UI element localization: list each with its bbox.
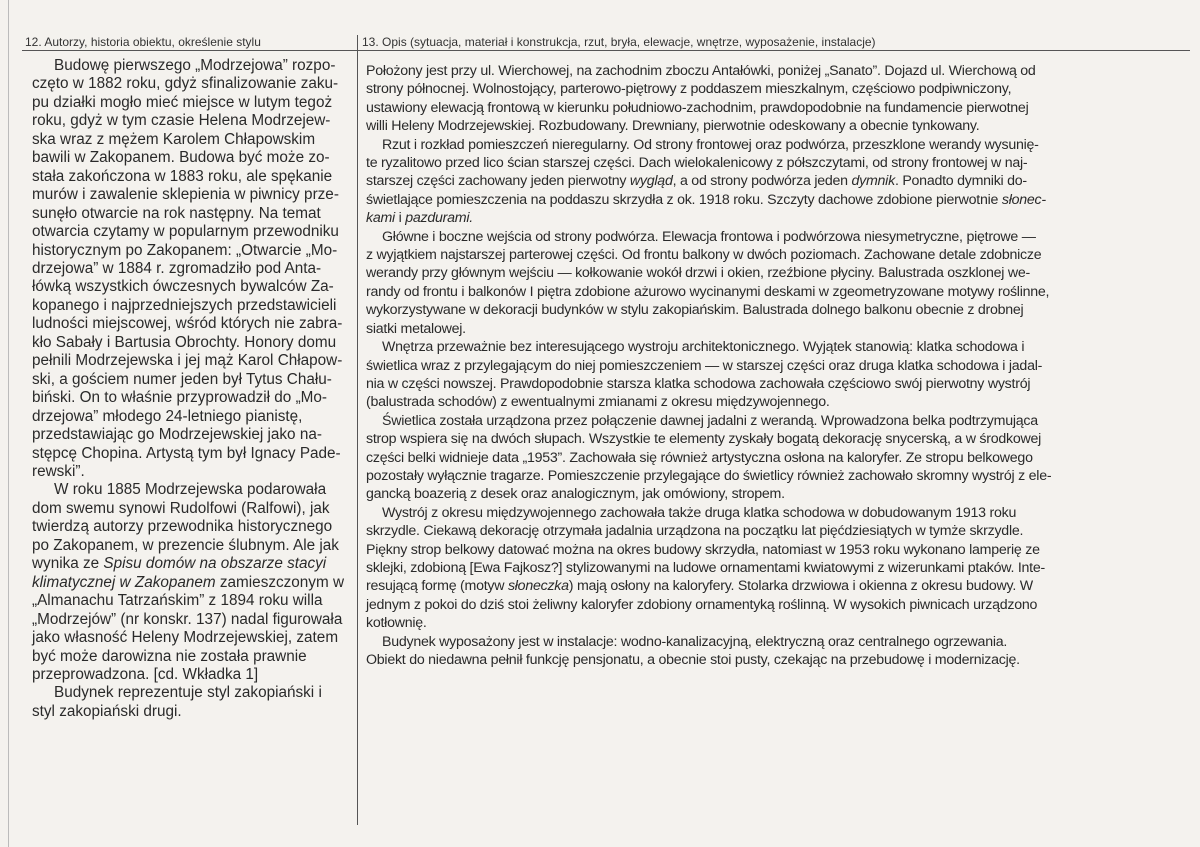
text-segment: biński. On to właśnie przyprowadził do „Mo- <box>32 389 328 407</box>
text-line <box>32 666 350 684</box>
text-segment: twierdzą autorzy przewodnika historycznego <box>32 518 333 536</box>
text-line <box>366 485 1194 503</box>
section-12-heading: 12. Autorzy, historia obiektu, określenie stylu <box>25 35 261 49</box>
text-line <box>366 154 1194 172</box>
text-line <box>32 315 350 333</box>
section-13-heading: 13. Opis (sytuacja, materiał i konstrukcja, rzut, bryła, elewacje, wnętrze, wyposażenie, instalacje) <box>362 35 876 49</box>
text-line <box>366 99 1194 117</box>
text-line <box>32 592 350 610</box>
text-line <box>32 463 350 481</box>
text-segment: Piękny strop belkowy datować można na okres budowy skrzydła, natomiast w 1953 roku wykonano lamperię ze <box>366 541 1040 558</box>
text-line <box>366 246 1194 264</box>
text-segment: z wyjątkiem najstarszej parterowej części. Od frontu balkony w dwóch poziomach. Zachowane detale zdobnicze <box>366 247 1042 264</box>
text-segment: drzejowa” w 1884 r. zgromadziło pod Anta- <box>32 259 322 277</box>
text-segment: Obiekt do niedawna pełnił funkcję pensjonatu, a obecnie stoi pusty, czekając na przebudowę i modernizację. <box>366 652 1020 668</box>
text-line <box>32 131 350 149</box>
text-line <box>366 541 1194 559</box>
text-segment: zamieszczonym w <box>215 573 344 591</box>
text-line <box>32 611 350 629</box>
text-segment: siatki metalowej. <box>366 320 466 337</box>
text-segment: Wystrój z okresu międzywojennego zachowała także druga klatka schodowa w dobudowanym 1913 roku <box>382 504 1017 521</box>
text-line <box>32 537 350 555</box>
text-segment: Budowę pierwszego „Modrzejowa” rozpo- <box>54 57 336 74</box>
text-segment: Budynek reprezentuje styl zakopiański i <box>54 684 322 702</box>
text-line <box>366 264 1194 282</box>
text-line <box>32 112 350 130</box>
text-line <box>366 596 1194 614</box>
text-line <box>32 205 350 223</box>
text-segment: werandy przy głównym wejściu — kołkowanie wokół drzwi i okien, rzeźbione płyciny. Balustrada oszklonej we- <box>366 265 1030 282</box>
text-segment: skrzydle. Ciekawą dekorację otrzymała jadalnia urządzona na początku lat pięćdziesiątych w tymże skrzydle. <box>366 523 1024 540</box>
italic-text-segment: klimatycznej w Zakopanem <box>32 573 216 591</box>
text-segment: te ryzalitowo przed lico ścian starszej części. Dach wielokalenicowy z półszczytami, od strony frontowej w naj- <box>366 155 1028 172</box>
text-line <box>366 301 1194 319</box>
text-line <box>366 283 1194 301</box>
text-segment: wynika ze <box>32 555 104 573</box>
text-line <box>366 651 1194 669</box>
text-segment: przeprowadzona. [cd. Wkładka 1] <box>32 665 259 683</box>
text-line <box>32 260 350 278</box>
text-line <box>366 449 1194 467</box>
text-segment: roku, gdyż w tym czasie Helena Modrzejew- <box>32 112 331 130</box>
text-segment: pu działki mogło mieć miejsce w lutym tegoż <box>32 93 333 111</box>
text-line <box>366 504 1194 522</box>
text-line <box>32 186 350 204</box>
text-line <box>366 467 1194 485</box>
text-segment: jako własność Heleny Modrzejewskiej, zatem <box>32 629 339 647</box>
text-line <box>366 430 1194 448</box>
text-segment: być może darowizna nie została prawnie <box>32 647 307 665</box>
text-segment: sklejki, zdobioną [Ewa Fajkosz?] stylizowanymi na ludowe ornamentami kwiatowymi z wizerunkami ptaków. Inte- <box>366 559 1045 576</box>
heading-rule <box>22 50 1190 51</box>
text-segment: bawili w Zakopanem. Budowa być może zo- <box>32 149 330 167</box>
text-line <box>32 481 350 499</box>
scan-edge <box>8 0 9 847</box>
text-segment: historycznym po Zakopanem: „Otwarcie „Mo- <box>32 241 338 259</box>
text-segment: ski, a gościem numer jeden był Tytus Chału- <box>32 370 332 388</box>
text-segment: ludności miejscowej, wśród których nie zabra- <box>32 315 343 333</box>
text-line <box>32 57 350 75</box>
text-segment: pełnili Modrzejewska i jej mąż Karol Chłapow- <box>32 352 343 370</box>
text-segment: pozostały wyłącznie tragarze. Pomieszczenie przylegające do świetlicy również zachowało skromny wystrój z ele- <box>366 467 1052 484</box>
text-line <box>32 168 350 186</box>
text-line <box>32 555 350 573</box>
text-line <box>32 703 350 721</box>
text-line <box>366 375 1194 393</box>
text-line <box>32 352 350 370</box>
section-12-body <box>32 57 350 721</box>
text-segment: „Modrzejów” (nr konskr. 137) nadal figurowała <box>32 610 343 628</box>
text-line <box>32 149 350 167</box>
text-segment: przedstawiając go Modrzejewskiej jako na- <box>32 426 322 444</box>
text-line <box>32 389 350 407</box>
text-line <box>366 393 1194 411</box>
text-segment: murów i zawalenie sklepienia w piwnicy prze- <box>32 186 339 204</box>
text-segment: (balustrada schodów) z ewentualnymi zmianami z okresu międzywojennego. <box>366 394 830 411</box>
text-line <box>32 426 350 444</box>
text-segment: , a od strony podwórza jeden <box>672 173 852 190</box>
text-segment: „Almanachu Tatrzańskim” z 1894 roku willa <box>32 592 323 610</box>
text-segment: nia w części nowszej. Prawdopodobnie starsza klatka schodowa zachowała częściowo swój pierwotny wystrój <box>366 375 1031 392</box>
text-segment: ) mają osłony na kaloryfery. Stolarka drzwiowa i okienna z okresu budowy. W <box>568 578 1033 595</box>
section-13-body <box>366 62 1194 669</box>
text-line <box>32 223 350 241</box>
text-line <box>32 518 350 536</box>
text-segment: stała zakończona w 1883 roku, ale spękanie <box>32 167 333 185</box>
text-line <box>366 614 1194 632</box>
text-segment: rewski”. <box>32 462 85 480</box>
text-segment: wykorzystywane w dekoracji budynków w stylu zakopiańskim. Balustrada dolnego balkonu obecnie z drobnej <box>366 302 1024 319</box>
italic-text-segment: kami <box>366 210 395 227</box>
italic-text-segment: wygląd <box>629 173 673 190</box>
text-line <box>366 559 1194 577</box>
text-line <box>366 228 1194 246</box>
text-line <box>32 334 350 352</box>
text-segment: sunęło otwarcie na rok następny. Na temat <box>32 204 321 222</box>
text-segment: Świetlica została urządzona przez połączenie dawnej jadalni z werandą. Wprowadzona belka podtrzymująca <box>382 412 1038 429</box>
text-line <box>366 62 1194 80</box>
text-line <box>32 408 350 426</box>
column-divider <box>357 35 358 825</box>
text-segment: ska wraz z mężem Karolem Chłapowskim <box>32 130 316 148</box>
text-segment: Główne i boczne wejścia od strony podwórza. Elewacja frontowa i podwórzowa niesymetryczne, piętrowe — <box>382 228 1036 245</box>
text-line <box>32 648 350 666</box>
text-segment: częto w 1882 roku, gdyż sfinalizowanie zaku- <box>32 75 339 93</box>
text-segment: dom swemu synowi Rudolfowi (Ralfowi), jak <box>32 499 330 517</box>
text-line <box>32 629 350 647</box>
text-line <box>366 412 1194 430</box>
text-segment: kło Sabały i Bartusia Obrochty. Honory domu <box>32 333 337 351</box>
text-line <box>32 75 350 93</box>
text-line <box>32 684 350 702</box>
text-segment: po Zakopanem, w prezencie ślubnym. Ale jak <box>32 536 339 554</box>
text-segment: drzejowa” młodego 24-letniego pianistę, <box>32 407 303 425</box>
text-line <box>366 338 1194 356</box>
italic-text-segment: słonec- <box>1001 191 1046 208</box>
text-line <box>366 136 1194 154</box>
text-line <box>32 574 350 592</box>
text-segment: starszej części zachowany jeden pierwotny <box>366 173 630 190</box>
text-segment: styl zakopiański drugi. <box>32 702 182 720</box>
text-segment: W roku 1885 Modrzejewska podarowała <box>54 481 327 499</box>
text-line <box>32 94 350 112</box>
text-segment: świetlające pomieszczenia na poddaszu skrzydła z ok. 1918 roku. Szczyty dachowe zdobione pierwotnie <box>366 191 1002 208</box>
italic-text-segment: dymnik <box>851 173 895 190</box>
text-line <box>366 357 1194 375</box>
text-segment: stępcę Chopina. Artystą tym był Ignacy Pade- <box>32 444 341 462</box>
italic-text-segment: Spisu domów na obszarze stacyi <box>103 555 327 573</box>
italic-text-segment: słoneczka <box>507 578 569 595</box>
text-segment: świetlica wraz z przylegającym do niej pomieszczeniem — w starszej części oraz druga klatka schodowa i jadal- <box>366 357 1043 374</box>
text-segment: Budynek wyposażony jest w instalacje: wodno-kanalizacyjną, elektryczną oraz centralnego ogrzewania. <box>382 633 1008 650</box>
text-segment: strony północnej. Wolnostojący, parterowo-piętrowy z poddaszem mieszkalnym, częściowo podpiwniczony, <box>366 81 1012 98</box>
text-segment: i <box>394 210 406 227</box>
text-line <box>32 500 350 518</box>
text-segment: randy od frontu i balkonów I piętra zdobione ażurowo wycinanymi deskami w zgeometryzowane motywy roślinne, <box>366 283 1050 300</box>
text-segment: Rzut i rozkład pomieszczeń nieregularny. Od strony frontowej oraz podwórza, przeszklone werandy wysunię- <box>382 136 1039 153</box>
text-line <box>366 577 1194 595</box>
text-segment: łówką wszystkich ówczesnych bywalców Za- <box>32 278 334 296</box>
text-line <box>366 117 1194 135</box>
text-line <box>366 633 1194 651</box>
text-segment: Położony jest przy ul. Wierchowej, na zachodnim zboczu Antałówki, poniżej „Sanato”. Dojazd ul. Wierchową od <box>366 63 1036 79</box>
text-line <box>32 278 350 296</box>
text-segment: kotłownię. <box>366 615 427 632</box>
text-line <box>366 522 1194 540</box>
text-line <box>32 242 350 260</box>
text-segment: jednym z pokoi do dziś stoi żeliwny kaloryfer zdobiony ornamentyką roślinną. W wysokich piwnicach urządzono <box>366 596 1038 613</box>
text-segment: . Ponadto dymniki do- <box>894 173 1027 190</box>
text-line <box>32 297 350 315</box>
text-line <box>366 80 1194 98</box>
text-line <box>366 191 1194 209</box>
text-segment: resującą formę (motyw <box>366 578 508 595</box>
text-segment: kopanego i najprzedniejszych przedstawicieli <box>32 296 337 314</box>
text-line <box>32 371 350 389</box>
text-line <box>366 209 1194 227</box>
italic-text-segment: pazdurami. <box>405 210 473 227</box>
text-segment: otwarcia czytamy w popularnym przewodniku <box>32 223 339 241</box>
text-line <box>32 445 350 463</box>
text-segment: strop wspiera się na dwóch słupach. Wszystkie te elementy zyskały bogatą dekorację snycerską, a w środkowej <box>366 431 1042 448</box>
text-segment: gancką boazerią z desek oraz analogicznym, jak omówiony, stropem. <box>366 486 785 503</box>
text-segment: willi Heleny Modrzejewskiej. Rozbudowany. Drewniany, pierwotnie odeskowany a obecnie tynkowany. <box>366 118 980 135</box>
text-line <box>366 172 1194 190</box>
text-segment: części belki widnieje data „1953”. Zachowała się również artystyczna osłona na kaloryfer. Ze stropu belkowego <box>366 449 1033 466</box>
text-line <box>366 320 1194 338</box>
text-segment: Wnętrza przeważnie bez interesującego wystroju architektonicznego. Wyjątek stanowią: klatka schodowa i <box>382 339 1025 356</box>
text-segment: ustawiony elewacją frontową w kierunku południowo-zachodnim, prawdopodobnie na fundamencie pierwotnej <box>366 99 1029 116</box>
